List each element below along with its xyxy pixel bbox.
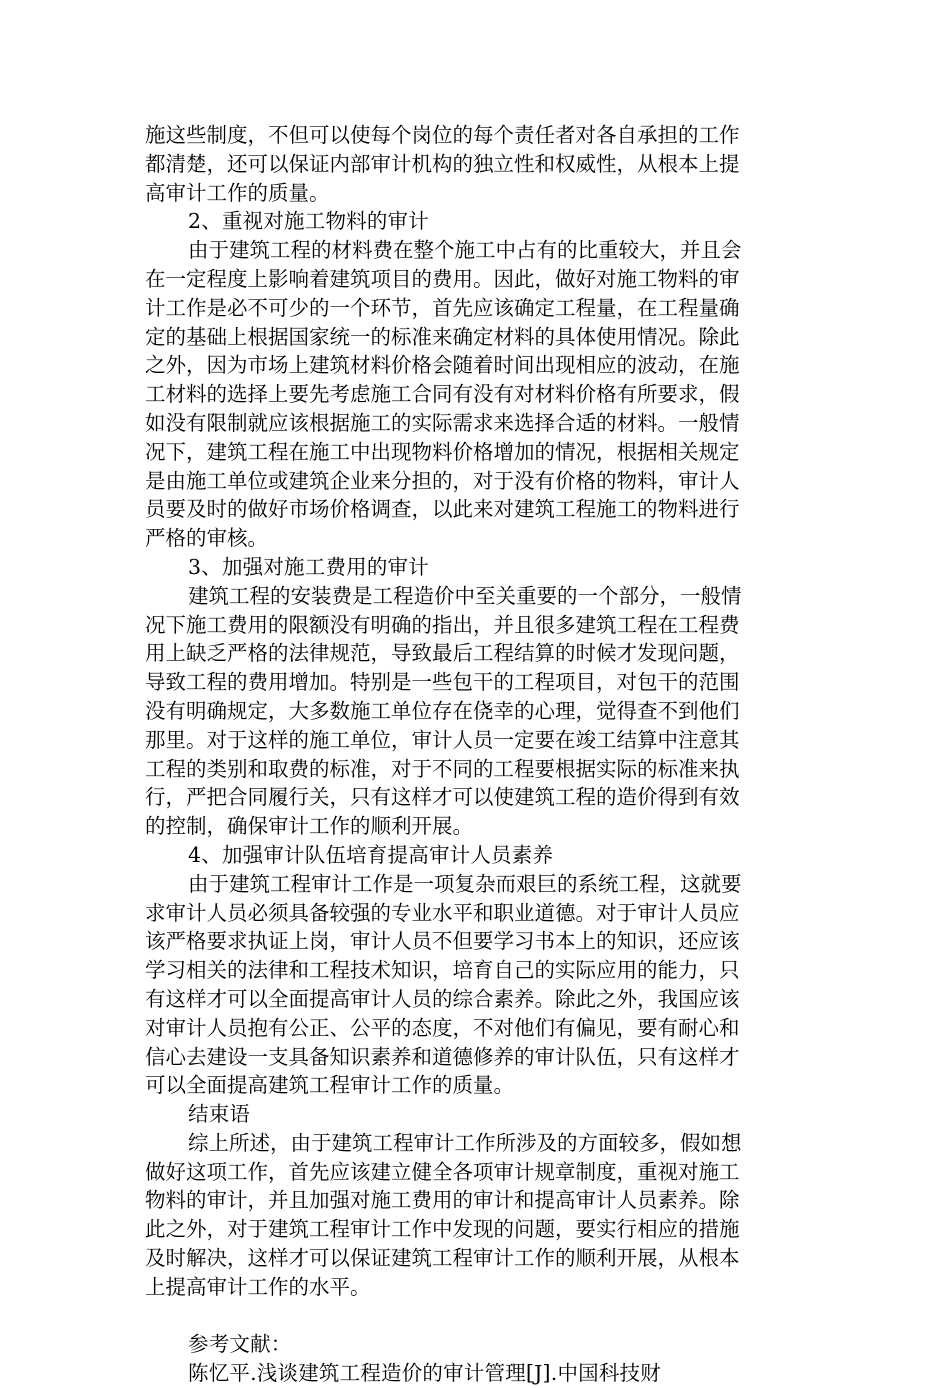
paragraph-line: 之外，因为市场上建筑材料价格会随着时间出现相应的波动，在施 <box>145 353 740 378</box>
paragraph-line: 都清楚，还可以保证内部审计机构的独立性和权威性，从根本上提 <box>145 151 740 176</box>
paragraph-line: 高审计工作的质量。 <box>145 180 330 205</box>
paragraph-line: 求审计人员必须具备较强的专业水平和职业道德。对于审计人员应 <box>145 900 740 925</box>
paragraph-line: 没有明确规定，大多数施工单位存在侥幸的心理，觉得查不到他们 <box>145 698 740 723</box>
section-heading <box>145 841 797 870</box>
paragraph-line: 工程的类别和取费的标准，对于不同的工程要根据实际的标准来执 <box>145 756 740 781</box>
paragraph-line: 上提高审计工作的水平。 <box>145 1274 371 1299</box>
section-heading <box>145 1330 797 1359</box>
body-paragraph <box>145 582 797 841</box>
heading-text: 4、加强审计队伍培育提高审计人员素养 <box>188 842 554 867</box>
section-heading <box>145 1100 797 1129</box>
paragraph-line: 在一定程度上影响着建筑项目的费用。因此，做好对施工物料的审 <box>145 266 740 291</box>
paragraph-line: 有这样才可以全面提高审计人员的综合素养。除此之外，我国应该 <box>145 986 740 1011</box>
paragraph-line: 计工作是必不可少的一个环节，首先应该确定工程量，在工程量确 <box>145 295 740 320</box>
paragraph-line: 况下施工费用的限额没有明确的指出，并且很多建筑工程在工程费 <box>145 612 740 637</box>
paragraph-line: 综上所述，由于建筑工程审计工作所涉及的方面较多，假如想 <box>188 1130 742 1155</box>
paragraph-line: 及时解决，这样才可以保证建筑工程审计工作的顺利开展，从根本 <box>145 1246 740 1271</box>
blank-line <box>145 1302 797 1331</box>
paragraph-line: 对审计人员抱有公正、公平的态度，不对他们有偏见，要有耐心和 <box>145 1015 740 1040</box>
paragraph-line: 如没有限制就应该根据施工的实际需求来选择合适的材料。一般情 <box>145 410 740 435</box>
paragraph-line: 由于建筑工程审计工作是一项复杂而艰巨的系统工程，这就要 <box>188 871 742 896</box>
section-heading <box>145 1359 797 1388</box>
paragraph-line: 由于建筑工程的材料费在整个施工中占有的比重较大，并且会 <box>188 238 742 263</box>
paragraph-line: 学习相关的法律和工程技术知识，培育自己的实际应用的能力，只 <box>145 958 740 983</box>
paragraph-line: 此之外，对于建筑工程审计工作中发现的问题，要实行相应的措施 <box>145 1217 740 1242</box>
heading-text: 参考文献： <box>188 1332 292 1357</box>
body-paragraph <box>145 121 797 207</box>
heading-text: 结束语 <box>188 1102 251 1127</box>
paragraph-line: 该严格要求执证上岗，审计人员不但要学习书本上的知识，还应该 <box>145 929 740 954</box>
body-paragraph <box>145 1129 797 1302</box>
paragraph-line: 员要及时的做好市场价格调查，以此来对建筑工程施工的物料进行 <box>145 497 740 522</box>
paragraph-line: 的控制，确保审计工作的顺利开展。 <box>145 814 473 839</box>
paragraph-line: 是由施工单位或建筑企业来分担的，对于没有价格的物料，审计人 <box>145 468 740 493</box>
paragraph-line: 工材料的选择上要先考虑施工合同有没有对材料价格有所要求，假 <box>145 382 740 407</box>
paragraph-line: 导致工程的费用增加。特别是一些包干的工程项目，对包干的范围 <box>145 670 740 695</box>
section-heading <box>145 553 797 582</box>
paragraph-line: 用上缺乏严格的法律规范，导致最后工程结算的时候才发现问题， <box>145 641 740 666</box>
paragraph-line: 施这些制度，不但可以使每个岗位的每个责任者对各自承担的工作 <box>145 123 740 147</box>
paragraph-line: 物料的审计，并且加强对施工费用的审计和提高审计人员素养。除 <box>145 1188 740 1213</box>
paragraph-line: 定的基础上根据国家统一的标准来确定材料的具体使用情况。除此 <box>145 324 740 349</box>
heading-text: 陈忆平.浅谈建筑工程造价的审计管理[J].中国科技财 <box>188 1361 661 1386</box>
body-paragraph <box>145 870 797 1100</box>
body-paragraph <box>145 236 797 553</box>
heading-text: 2、重视对施工物料的审计 <box>188 209 429 234</box>
paragraph-line: 做好这项工作，首先应该建立健全各项审计规章制度，重视对施工 <box>145 1159 740 1184</box>
document-page <box>145 121 797 1388</box>
paragraph-line: 那里。对于这样的施工单位，审计人员一定要在竣工结算中注意其 <box>145 727 740 752</box>
paragraph-line: 严格的审核。 <box>145 526 268 551</box>
heading-text: 3、加强对施工费用的审计 <box>188 554 429 579</box>
paragraph-line: 建筑工程的安装费是工程造价中至关重要的一个部分，一般情 <box>188 583 742 608</box>
section-heading <box>145 207 797 236</box>
paragraph-line: 行，严把合同履行关，只有这样才可以使建筑工程的造价得到有效 <box>145 785 740 810</box>
paragraph-line: 信心去建设一支具备知识素养和道德修养的审计队伍，只有这样才 <box>145 1044 740 1069</box>
paragraph-line: 可以全面提高建筑工程审计工作的质量。 <box>145 1073 514 1098</box>
paragraph-line: 况下，建筑工程在施工中出现物料价格增加的情况，根据相关规定 <box>145 439 740 464</box>
